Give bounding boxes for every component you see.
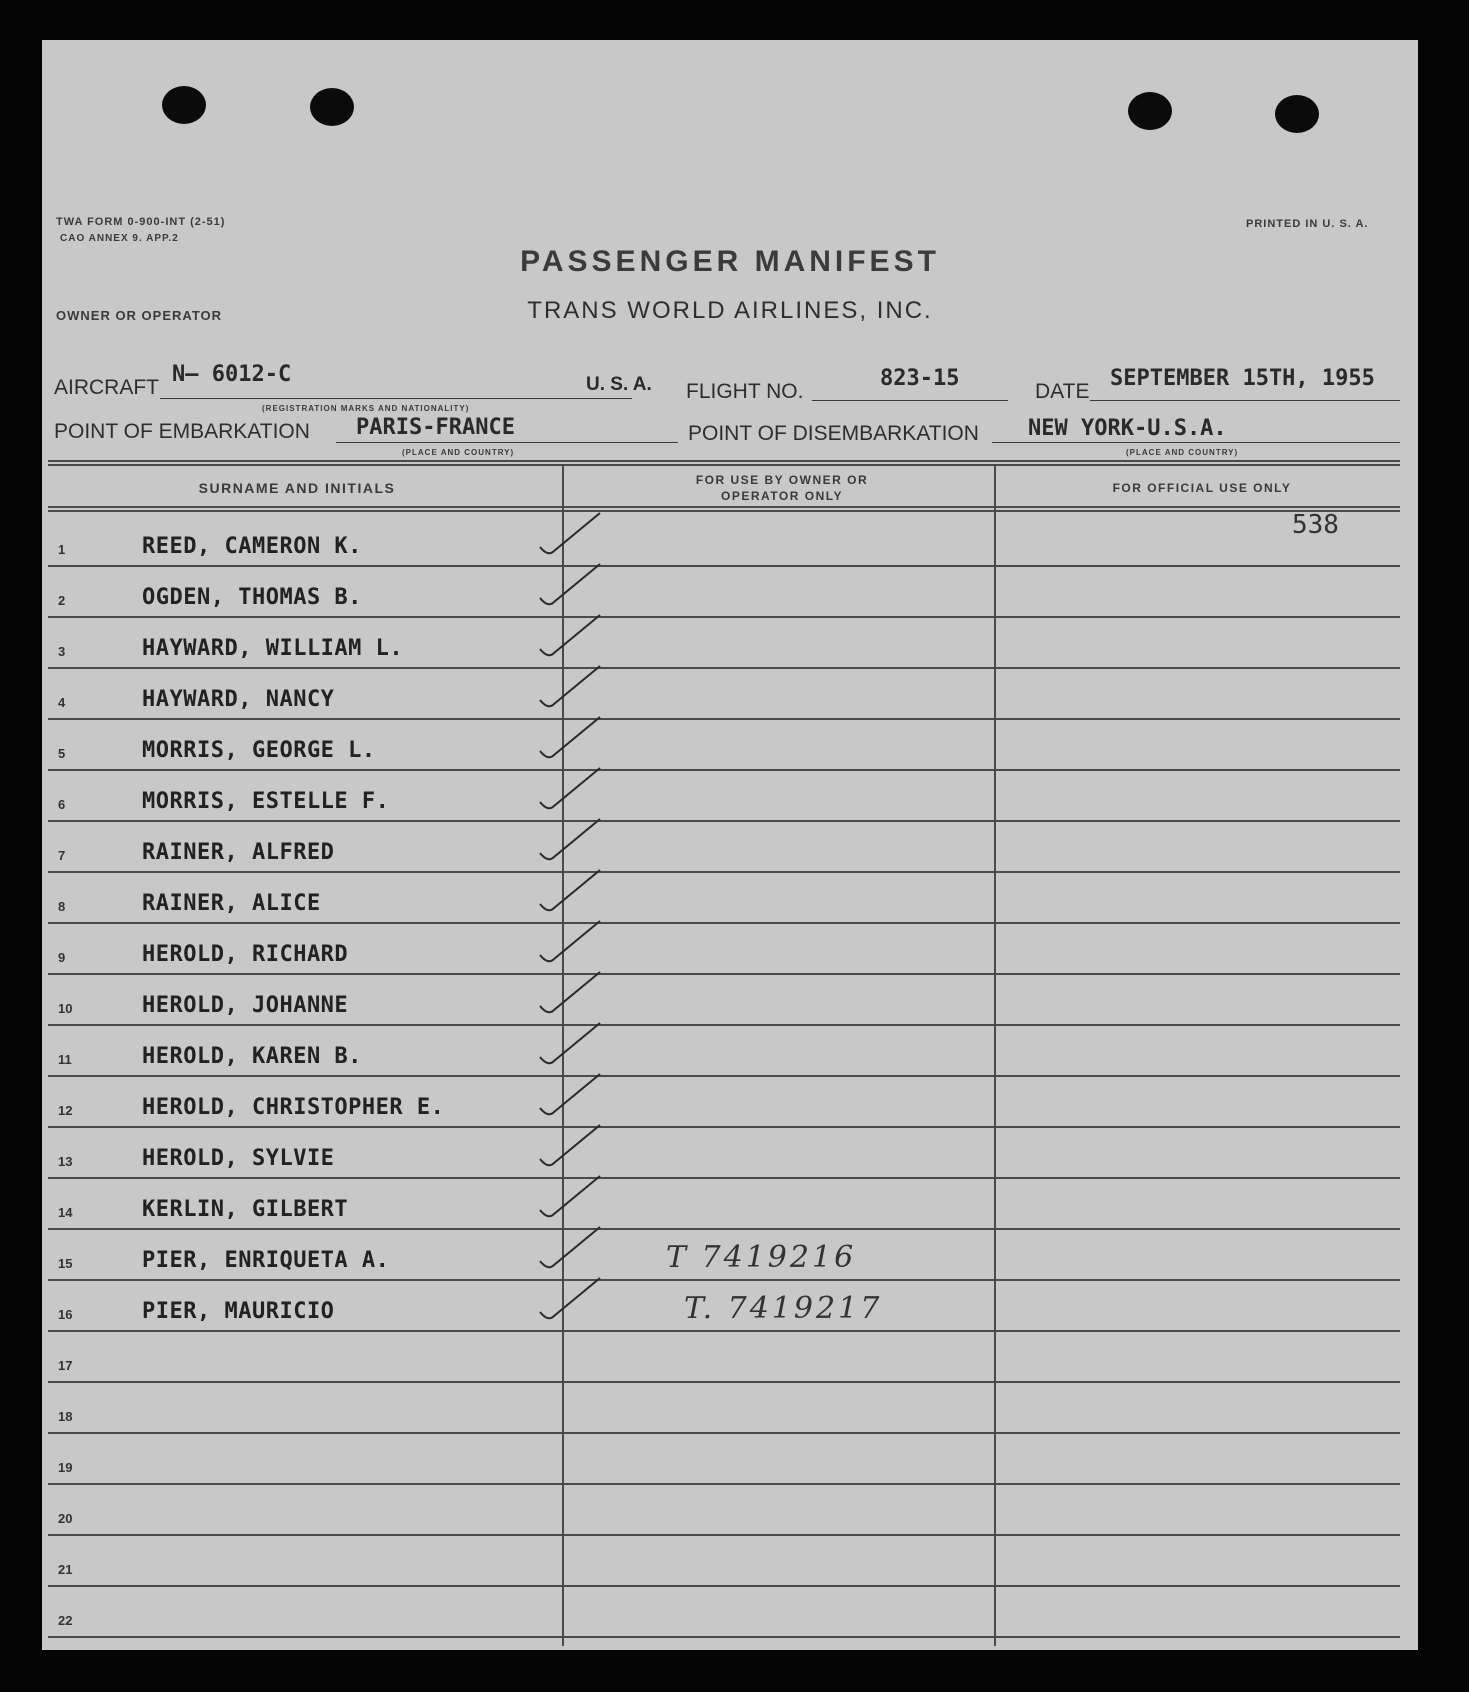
table-row [48,1228,1400,1281]
checkmark-icon [534,660,614,716]
table-row [48,1075,1400,1128]
row-number: 15 [58,1256,73,1271]
table-row [48,565,1400,618]
table-row [48,1432,1400,1485]
row-number: 14 [58,1205,73,1220]
row-number: 11 [58,1052,72,1067]
ticket-number-note: T. 7419217 [684,1291,883,1326]
passenger-name: RAINER, ALICE [142,891,321,916]
checkmark-icon [534,813,614,869]
table-row [48,1330,1400,1383]
annex-code: CAO ANNEX 9. APP.2 [60,233,179,244]
row-number: 19 [58,1460,73,1475]
aircraft-value: N— 6012-C [172,362,292,387]
passenger-name: HEROLD, SYLVIE [142,1146,335,1171]
aircraft-label: AIRCRAFT [54,376,159,399]
row-number: 1 [58,542,66,557]
passenger-name: HEROLD, RICHARD [142,942,349,967]
row-number: 21 [58,1562,73,1577]
aircraft-underline [160,398,632,399]
passenger-name: KERLIN, GILBERT [142,1197,349,1222]
checkmark-icon [534,609,614,665]
table-row [48,1177,1400,1230]
checkmark-icon [534,762,614,818]
row-number: 18 [58,1409,73,1424]
airline-name: TRANS WORLD AIRLINES, INC. [527,297,933,324]
passenger-name: OGDEN, THOMAS B. [142,585,362,610]
date-label: DATE [1035,380,1090,403]
place-note: (PLACE AND COUNTRY) [402,448,515,457]
row-number: 4 [58,695,66,710]
ticket-number-note: T 7419216 [666,1240,857,1275]
checkmark-icon [534,1272,614,1328]
passenger-name: HEROLD, JOHANNE [142,993,349,1018]
col-header-owner: FOR USE BY OWNER OR OPERATOR ONLY [695,473,869,503]
passenger-name: HAYWARD, WILLIAM L. [142,636,404,661]
row-number: 6 [58,797,66,812]
table-row [48,1279,1400,1332]
disembarkation-value: NEW YORK-U.S.A. [1028,416,1227,441]
punch-hole [1128,92,1172,130]
disembarkation-underline [992,442,1400,443]
col-header-name: SURNAME AND INITIALS [198,480,396,496]
table-row [48,769,1400,822]
disembarkation-label: POINT OF DISEMBARKATION [688,422,979,445]
passenger-name: RAINER, ALFRED [142,840,335,865]
table-row [48,922,1400,975]
table-row [48,718,1400,771]
checkmark-icon [534,915,614,971]
table-row [48,1483,1400,1536]
nationality-value: U. S. A. [586,374,652,395]
punch-hole [310,88,354,126]
embarkation-underline [336,442,678,443]
flight-underline [812,400,1008,401]
row-number: 17 [58,1358,73,1373]
table-row [48,1381,1400,1434]
checkmark-icon [534,1170,614,1226]
official-number: 538 [1292,510,1339,540]
table-row [48,1126,1400,1179]
table-row [48,871,1400,924]
table-row [48,667,1400,720]
row-number: 20 [58,1511,73,1526]
table-row [48,820,1400,873]
passenger-name: HAYWARD, NANCY [142,687,335,712]
punch-hole [1275,95,1319,133]
passenger-name: HEROLD, KAREN B. [142,1044,362,1069]
page-title: PASSENGER MANIFEST [520,245,940,278]
row-number: 10 [58,1001,73,1016]
passenger-name: MORRIS, ESTELLE F. [142,789,390,814]
col-header-official: FOR OFFICIAL USE ONLY [1112,481,1292,495]
table-row [48,616,1400,669]
row-number: 12 [58,1103,73,1118]
checkmark-icon [534,1221,614,1277]
row-number: 5 [58,746,66,761]
embarkation-value: PARIS-FRANCE [356,415,515,440]
checkmark-icon [534,1017,614,1073]
checkmark-icon [534,507,614,563]
passenger-name: PIER, MAURICIO [142,1299,335,1324]
table-row [48,1585,1400,1638]
passenger-name: PIER, ENRIQUETA A. [142,1248,390,1273]
flight-label: FLIGHT NO. [686,380,804,403]
table-row [48,973,1400,1026]
checkmark-icon [534,558,614,614]
row-number: 2 [58,593,66,608]
flight-value: 823-15 [880,366,960,391]
passenger-name: MORRIS, GEORGE L. [142,738,376,763]
row-number: 9 [58,950,66,965]
passenger-name: HEROLD, CHRISTOPHER E. [142,1095,445,1120]
date-value: SEPTEMBER 15TH, 1955 [1110,366,1375,391]
row-number: 16 [58,1307,73,1322]
registration-note: (REGISTRATION MARKS AND NATIONALITY) [262,404,470,413]
punch-hole [162,86,206,124]
row-number: 13 [58,1154,73,1169]
checkmark-icon [534,1068,614,1124]
owner-label: OWNER OR OPERATOR [56,308,223,323]
header-top-rule [48,460,1400,466]
date-underline [1090,400,1400,401]
table-row [48,514,1400,567]
checkmark-icon [534,711,614,767]
place-note-2: (PLACE AND COUNTRY) [1126,448,1239,457]
row-number: 7 [58,848,66,863]
manifest-sheet [42,40,1418,1650]
checkmark-icon [534,864,614,920]
row-number: 22 [58,1613,73,1628]
passenger-name: REED, CAMERON K. [142,534,362,559]
form-code: TWA FORM 0-900-INT (2-51) [56,216,226,228]
printed-in: PRINTED IN U. S. A. [1246,218,1369,230]
checkmark-icon [534,966,614,1022]
checkmark-icon [534,1119,614,1175]
header-bottom-rule [48,506,1400,512]
table-row [48,1024,1400,1077]
embarkation-label: POINT OF EMBARKATION [54,420,310,443]
table-row [48,1534,1400,1587]
row-number: 3 [58,644,66,659]
row-number: 8 [58,899,66,914]
